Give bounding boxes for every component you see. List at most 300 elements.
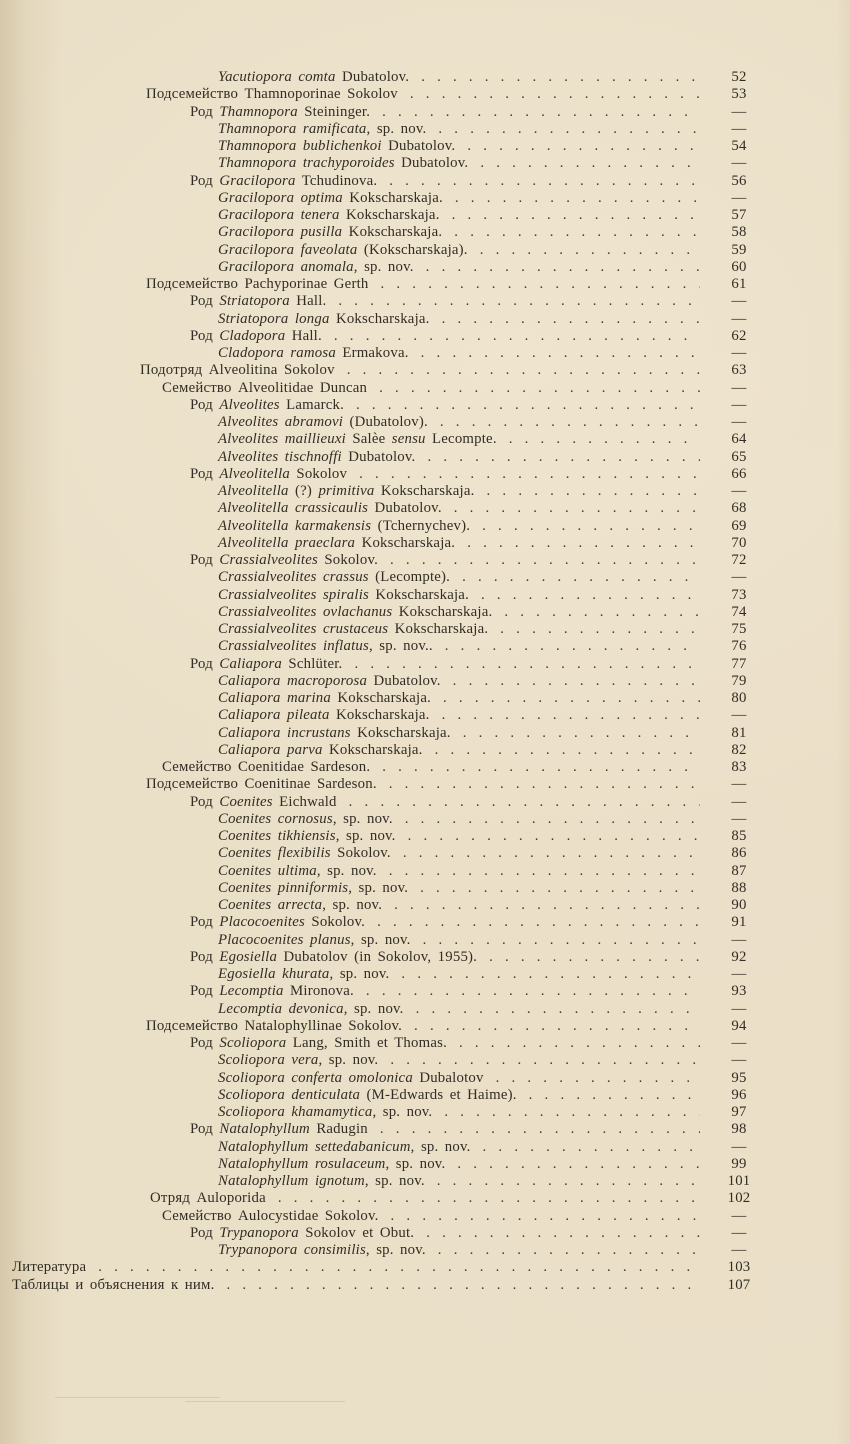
page-number: 66 (731, 465, 747, 482)
entry-text-roman: , sp. nov. (332, 810, 393, 827)
taxon-name-italic: Coenites flexibilis (218, 845, 331, 862)
entry-text (218, 483, 475, 500)
page-number: — (731, 1242, 747, 1258)
entry-text (218, 828, 396, 845)
entry-text-roman: Dubatolov. (368, 500, 442, 517)
toc-entry (12, 1001, 768, 1018)
toc-entry (12, 1104, 768, 1121)
leader-dots (509, 431, 700, 448)
taxon-name-italic: Gracilopora optima (218, 189, 343, 206)
paper-crease-line (55, 1397, 220, 1398)
entry-text-roman: Dubatolov. (341, 448, 416, 465)
page-number: 74 (731, 603, 747, 620)
page-number: 96 (731, 1086, 747, 1103)
toc-entry (12, 845, 768, 862)
leader-dots (391, 1208, 700, 1225)
taxon-name-italic: Egosiella khurata (218, 966, 330, 982)
leader-dots (454, 224, 700, 241)
toc-entry (12, 828, 768, 845)
entry-text-roman: Род (190, 465, 220, 482)
entry-text (190, 466, 347, 483)
entry-text (146, 276, 369, 293)
taxon-name-italic: Gracilopora (219, 172, 296, 189)
toc-entry (12, 811, 768, 828)
toc-entry (12, 759, 768, 776)
leader-dots (529, 1087, 700, 1104)
entry-text-roman: , sp. nov. (385, 1155, 446, 1172)
entry-text (218, 1087, 517, 1104)
entry-text-roman: Lang, Smith et Thomas. (286, 1035, 447, 1051)
entry-text-roman: Подсемейство Thamnoporinae Sokolov (146, 86, 398, 103)
leader-dots (390, 1052, 700, 1069)
entry-text (146, 776, 377, 793)
entry-text (218, 500, 442, 517)
page-number: — (731, 379, 747, 396)
entry-text-roman: Род (190, 552, 220, 568)
page-number: 99 (731, 1155, 747, 1172)
page-number: 87 (731, 862, 747, 879)
page-number: 53 (731, 86, 747, 103)
toc-entry (12, 362, 768, 379)
entry-text-roman: Dubalotov (412, 1069, 484, 1086)
page-number: — (731, 414, 747, 430)
entry-text (218, 155, 468, 172)
taxon-name-italic: Scoliopora (219, 1035, 287, 1051)
paper-crease-line (185, 1401, 345, 1402)
taxon-name-italic: Placocoenites (219, 914, 305, 931)
page-number: 103 (727, 1259, 751, 1276)
entry-text-roman: Lamarck. (279, 396, 344, 413)
entry-text-roman: Dubatolov. (367, 672, 441, 689)
entry-text-roman: Семейство Coenitidae Sardeson. (162, 759, 371, 775)
entry-text (190, 293, 326, 310)
entry-text-roman: Dubatolov. (335, 69, 410, 85)
leader-dots (480, 242, 700, 259)
taxon-name-italic: Lecomptia devonica (218, 1000, 344, 1017)
toc-entry (12, 328, 768, 345)
toc-entry (12, 207, 768, 224)
page-number: 85 (731, 828, 747, 844)
entry-text (218, 966, 389, 983)
page-number: — (731, 793, 747, 810)
leader-dots (496, 1070, 700, 1087)
entry-text (218, 138, 455, 155)
leader-dots (401, 966, 700, 983)
toc-entry (12, 1208, 768, 1225)
entry-text-roman: Род (190, 983, 220, 1000)
taxon-name-italic: Alveolites abramovi (218, 414, 344, 430)
leader-dots (462, 569, 700, 586)
toc-entry (12, 276, 768, 293)
toc-entry (12, 293, 768, 310)
entry-text (218, 587, 469, 604)
leader-dots (421, 345, 700, 362)
entry-text-roman: Отряд Auloporida (150, 1190, 266, 1207)
leader-dots (500, 621, 700, 638)
page-number: 65 (731, 448, 747, 465)
entry-text-roman: Род (190, 293, 220, 310)
toc-entry (12, 1242, 768, 1259)
taxon-name-italic: Gracilopora anomala (218, 258, 354, 275)
page-number: 61 (731, 276, 747, 292)
entry-text (190, 1035, 447, 1052)
taxon-name-italic: Caliapora pileata (218, 707, 330, 724)
leader-dots (452, 207, 700, 224)
page-number: — (731, 931, 747, 948)
page-number: 75 (731, 621, 747, 637)
entry-text-roman: (Dubatolov). (343, 414, 428, 430)
taxon-name-italic: Coenites pinniformis (218, 879, 349, 896)
entry-text (218, 431, 497, 448)
entry-text-roman: Dubatolov (in Sokolov, 1955). (277, 948, 478, 965)
leader-dots (403, 845, 700, 862)
leader-dots (379, 380, 700, 397)
toc-entry (12, 397, 768, 414)
entry-text (218, 932, 411, 949)
entry-text-roman: , sp. nov. (365, 1242, 426, 1258)
taxon-name-italic: Thamnopora bublichenkoi (218, 138, 382, 154)
entry-text (140, 362, 335, 379)
toc-entry (12, 966, 768, 983)
entry-text-roman: Sokolov. (330, 845, 391, 862)
entry-text (162, 759, 370, 776)
entry-text (12, 1259, 86, 1276)
entry-text-roman: Род (190, 327, 220, 344)
entry-text-roman: Kokscharskaja. (374, 483, 475, 499)
taxon-name-italic: Placocoenites planus (218, 931, 351, 948)
entry-text-roman: (Tchernychev). (371, 517, 471, 534)
entry-text-roman: Род (190, 1121, 220, 1138)
taxon-name-italic: Alveolitella crassicaulis (218, 500, 369, 517)
taxon-name-italic: Natalophyllum ignotum (218, 1173, 365, 1189)
entry-text-roman: , sp. nov. (372, 1104, 433, 1120)
toc-entry (12, 690, 768, 707)
entry-text (218, 621, 488, 638)
entry-text (218, 535, 455, 552)
leader-dots (463, 725, 700, 742)
taxon-name-italic: Gracilopora tenera (218, 207, 340, 223)
toc-entry (12, 587, 768, 604)
toc-entry (12, 1035, 768, 1052)
toc-entry (12, 190, 768, 207)
taxon-name-italic: Natalophyllum (219, 1121, 310, 1138)
toc-entry (12, 1225, 768, 1242)
page-number: 90 (731, 897, 747, 913)
taxon-name-italic: Thamnopora trachyporoides (218, 155, 395, 172)
toc-entry (12, 380, 768, 397)
leader-dots (377, 914, 700, 931)
entry-text (190, 328, 322, 345)
page-number: — (731, 396, 747, 413)
entry-text (218, 880, 408, 897)
entry-text (218, 897, 382, 914)
leader-dots (354, 656, 700, 673)
entry-text-roman: Lecompte. (425, 431, 497, 448)
page-number: 98 (731, 1121, 747, 1138)
entry-text (218, 259, 414, 276)
taxon-name-italic: Natalophyllum rosulaceum (218, 1155, 386, 1172)
taxon-name-italic: Cladopora ramosa (218, 345, 336, 361)
toc-entry (12, 155, 768, 172)
toc-entry (12, 552, 768, 569)
entry-text-roman: , sp. nov. (316, 862, 377, 879)
page-number: — (731, 776, 747, 793)
leader-dots (380, 1121, 700, 1138)
page-number: 97 (731, 1104, 747, 1120)
page-number: 56 (731, 172, 747, 189)
page-number: 54 (731, 138, 747, 154)
leader-dots (440, 414, 700, 431)
entry-text-roman: , sp. nov. (353, 258, 414, 275)
leader-dots (483, 1139, 700, 1156)
entry-text-roman: Подотряд Alveolitina Sokolov (140, 362, 335, 379)
leader-dots (389, 863, 700, 880)
toc-entry (12, 483, 768, 500)
toc-entry (12, 121, 768, 138)
entry-text-roman: Sokolov. (304, 914, 366, 931)
entry-text-roman: Семейство Alveolitidae Duncan (162, 379, 368, 396)
page-number: — (731, 310, 747, 327)
entry-text (162, 380, 367, 397)
leader-dots (459, 1035, 700, 1052)
entry-text (218, 69, 409, 86)
toc-entry (12, 431, 768, 448)
toc-entry (12, 776, 768, 793)
taxon-name-italic: Caliapora macroporosa (218, 672, 368, 689)
entry-text-roman: Radugin (309, 1121, 368, 1138)
entry-text (218, 207, 440, 224)
entry-text-roman: Kokscharskaja. (368, 586, 469, 603)
entry-text (12, 1277, 214, 1294)
toc-entry (12, 138, 768, 155)
entry-text (218, 742, 423, 759)
page-number: 88 (731, 879, 747, 896)
leader-dots (435, 742, 700, 759)
entry-text (218, 190, 443, 207)
taxon-name-italic: Caliapora marina (218, 690, 331, 706)
entry-text (146, 86, 398, 103)
entry-text-roman: Kokscharskaja. (339, 207, 440, 223)
entry-text-roman: Kokscharskaja. (388, 621, 489, 637)
entry-text-roman: Таблицы и объяснения к ним. (12, 1276, 215, 1293)
taxon-name-italic: Gracilopora pusilla (218, 224, 343, 241)
toc-entry (12, 1052, 768, 1069)
toc-entry (12, 863, 768, 880)
taxon-name-italic: Alveolites maillieuxi (218, 431, 346, 448)
leader-dots (420, 880, 700, 897)
toc-entry (12, 983, 768, 1000)
entry-text-roman: , sp. nov. (335, 828, 396, 844)
leader-dots (454, 500, 700, 517)
entry-text-roman: , sp. nov. (366, 120, 427, 137)
taxon-name-italic: Thamnopora (219, 103, 298, 120)
entry-text-roman: Kokscharskaja. (342, 189, 443, 206)
entry-text (218, 725, 451, 742)
entry-text-roman: Подсемейство Natalophyllinae Sokolov. (146, 1017, 403, 1034)
toc-entry (12, 725, 768, 742)
page-number: 57 (731, 207, 747, 223)
entry-text (218, 345, 409, 362)
taxon-name-italic: Scoliopora denticulata (218, 1086, 361, 1103)
entry-text (218, 1104, 432, 1121)
entry-text (218, 224, 442, 241)
page-number: 107 (727, 1276, 751, 1293)
taxon-name-italic: Striatopora longa (218, 310, 330, 327)
leader-dots (481, 587, 700, 604)
entry-text (218, 242, 468, 259)
leader-dots (426, 259, 700, 276)
page-number: 58 (731, 224, 747, 241)
page-number: — (731, 345, 747, 361)
entry-text-roman: Kokscharskaja. (329, 707, 430, 724)
toc-entry (12, 466, 768, 483)
taxon-name-italic: Alveolitella karmakensis (218, 517, 372, 534)
page-number: 102 (727, 1190, 751, 1207)
entry-text-roman: (M-Edwards et Haime). (360, 1086, 517, 1103)
toc-entry (12, 500, 768, 517)
entry-text-roman: Род (190, 396, 220, 413)
toc-entry (12, 86, 768, 103)
entry-text-roman: Род (190, 1035, 220, 1051)
leader-dots (455, 190, 700, 207)
entry-text-roman: Kokscharskaja. (329, 310, 430, 327)
taxon-name-italic: Coenites cornosus (218, 810, 333, 827)
entry-text-roman: Род (190, 172, 220, 189)
toc-entry (12, 173, 768, 190)
entry-text (218, 811, 393, 828)
leader-dots (410, 86, 700, 103)
toc-entry (12, 259, 768, 276)
page-number: 73 (731, 586, 747, 603)
leader-dots (423, 932, 700, 949)
entry-text-roman: (Lecompte). (368, 569, 451, 586)
page-number: — (731, 1224, 747, 1241)
taxon-name-italic: Alveolitella (219, 465, 290, 482)
entry-text (218, 707, 430, 724)
entry-text-roman: , sp. nov. (322, 897, 383, 913)
toc-entry (12, 1087, 768, 1104)
entry-text (218, 863, 377, 880)
entry-text-roman: Семейство Aulocystidae Sokolov. (162, 1207, 379, 1224)
taxon-name-italic: Caliapora incrustans (218, 724, 351, 741)
entry-text-roman: Schlüter. (282, 655, 343, 672)
taxon-name-italic: Coenites arrecta (218, 897, 323, 913)
page-number: — (731, 966, 747, 982)
leader-dots (359, 466, 700, 483)
entry-text (218, 673, 441, 690)
taxon-name-italic: Coenites tikhiensis (218, 828, 336, 844)
entry-text-roman: Kokscharskaja. (392, 603, 493, 620)
page-number: 70 (731, 534, 747, 551)
toc-entry (12, 518, 768, 535)
leader-dots (389, 776, 700, 793)
page-number: 72 (731, 552, 747, 568)
page-number: 80 (731, 690, 747, 706)
toc-entry (12, 1018, 768, 1035)
toc-entry (12, 880, 768, 897)
toc-entry (12, 242, 768, 259)
page-number: 83 (731, 759, 747, 775)
taxon-name-italic: primitiva (318, 483, 375, 499)
taxon-name-italic: Yacutiopora comta (218, 69, 336, 85)
page-number: — (731, 569, 747, 586)
leader-dots (442, 311, 700, 328)
page-number: 76 (731, 638, 747, 655)
taxon-name-italic: Trypanopora consimilis (218, 1242, 366, 1258)
entry-text-roman: Литература (12, 1259, 87, 1276)
page-number: — (731, 810, 747, 827)
page-number: — (731, 293, 747, 310)
toc-entry (12, 104, 768, 121)
toc-entry (12, 414, 768, 431)
page-number: 64 (731, 431, 747, 448)
entry-text (190, 794, 337, 811)
leader-dots (444, 1104, 700, 1121)
entry-text-roman: Sokolov. (317, 552, 379, 568)
entry-text (218, 1156, 445, 1173)
leader-dots (437, 1173, 700, 1190)
page-number: — (731, 103, 747, 120)
entry-text (190, 173, 377, 190)
leader-dots (405, 811, 700, 828)
leader-dots (366, 983, 700, 1000)
taxon-name-italic: Scoliopora vera (218, 1052, 319, 1069)
leader-dots (442, 707, 700, 724)
leader-dots (457, 1156, 700, 1173)
toc-entry (12, 1259, 768, 1276)
entry-text (218, 1070, 484, 1087)
entry-text (190, 656, 342, 673)
leader-dots (467, 535, 700, 552)
taxon-name-italic: Alveolites tischnoffi (218, 448, 342, 465)
entry-text-roman: , sp. nov. (348, 879, 409, 896)
page-number: 101 (727, 1173, 751, 1189)
entry-text (218, 121, 426, 138)
leader-dots (487, 483, 700, 500)
taxon-name-italic: sensu (391, 431, 426, 448)
toc-entry (12, 707, 768, 724)
taxon-name-italic: Trypanopora (219, 1224, 299, 1241)
page-number: 68 (731, 500, 747, 517)
taxon-name-italic: Crassialveolites crassus (218, 569, 369, 586)
entry-text (218, 449, 415, 466)
leader-dots (416, 1001, 700, 1018)
leader-dots (389, 173, 700, 190)
entry-text-roman: Род (190, 655, 220, 672)
entry-text (190, 397, 344, 414)
toc-entry (12, 1277, 768, 1294)
taxon-name-italic: Striatopora (219, 293, 290, 310)
page-number: 92 (731, 948, 747, 965)
page-number: — (731, 1207, 747, 1224)
leader-dots (278, 1190, 700, 1207)
toc-entry (12, 1121, 768, 1138)
leader-dots (467, 138, 700, 155)
taxon-name-italic: Crassialveolites (219, 552, 318, 568)
leader-dots (408, 828, 700, 845)
leader-dots (489, 949, 700, 966)
entry-text-roman: Род (190, 1224, 220, 1241)
taxon-name-italic: Gracilopora faveolata (218, 241, 358, 258)
leader-dots (381, 276, 701, 293)
toc-list (12, 69, 768, 1294)
entry-text-roman: Steininger. (297, 103, 371, 120)
leader-dots (382, 104, 700, 121)
entry-text (218, 845, 391, 862)
taxon-name-italic: Natalophyllum settedabanicum (218, 1138, 411, 1155)
entry-text (190, 1225, 414, 1242)
entry-text-roman: , sp. nov.. (368, 638, 433, 655)
